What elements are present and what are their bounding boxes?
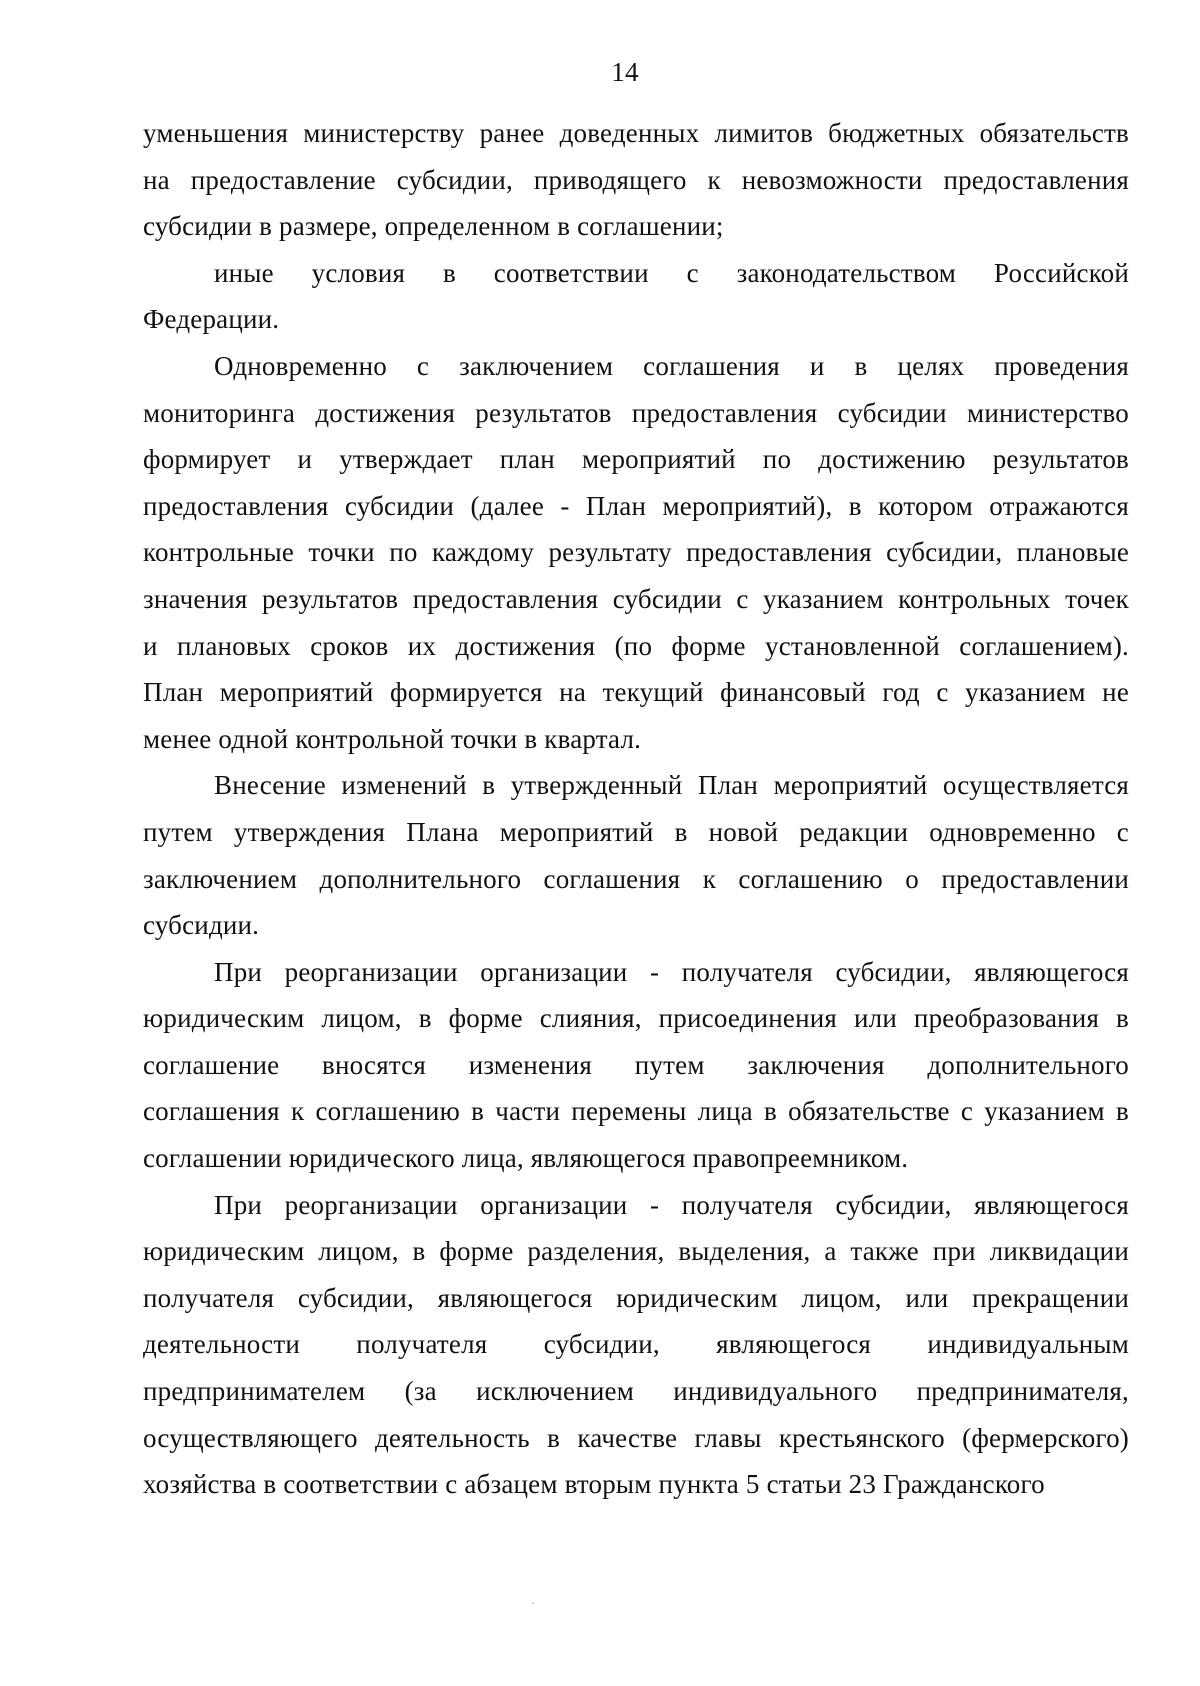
text-line: менее одной контрольной точки в квартал. (143, 723, 642, 754)
text-line: получателя субсидии, являющегося юридическим лицом, или прекращении (143, 1282, 1129, 1313)
text-line: соглашения к соглашению в части перемены лица в обязательстве с указанием в (143, 1096, 1129, 1127)
text-line: При реорганизации организации - получателя субсидии, являющегося (214, 1189, 1129, 1220)
text-line: предпринимателем (за исключением индивидуального предпринимателя, (143, 1376, 1129, 1407)
paragraph (143, 250, 1129, 343)
text-line: уменьшения министерству ранее доведенных лимитов бюджетных обязательств (143, 118, 1129, 148)
text-line: Внесение изменений в утвержденный План мероприятий осуществляется (214, 770, 1129, 801)
text-line: путем утверждения Плана мероприятий в новой редакции одновременно с (143, 816, 1129, 847)
text-line: хозяйства в соответствии с абзацем вторым пункта 5 статьи 23 Гражданского (143, 1469, 1045, 1500)
text-line: субсидии в размере, определенном в соглашении; (143, 211, 724, 242)
text-line: формирует и утверждает план мероприятий по достижению результатов (143, 444, 1129, 475)
paragraph (143, 343, 1129, 762)
text-line: Одновременно с заключением соглашения и в целях проведения (214, 350, 1129, 381)
paragraph (143, 110, 1129, 250)
text-line: и плановых сроков их достижения (по форме установленной соглашением). (143, 630, 1129, 661)
text-line: осуществляющего деятельность в качестве главы крестьянского (фермерского) (143, 1422, 1129, 1453)
text-line: предоставления субсидии (далее - План мероприятий), в котором отражаются (143, 490, 1129, 521)
text-line: соглашение вносятся изменения путем заключения дополнительного (143, 1049, 1129, 1080)
text-line: заключением дополнительного соглашения к соглашению о предоставлении (143, 863, 1129, 894)
text-line: на предоставление субсидии, приводящего к невозможности предоставления (143, 164, 1129, 195)
text-line: субсидии. (143, 910, 260, 941)
page-number: 14 (611, 57, 639, 87)
paragraph (143, 949, 1129, 1182)
paragraph (143, 762, 1129, 948)
text-line: Федерации. (143, 304, 280, 335)
text-line: значения результатов предоставления субсидии с указанием контрольных точек (143, 583, 1129, 614)
text-line: соглашении юридического лица, являющегося правопреемником. (143, 1143, 909, 1174)
text-line: юридическим лицом, в форме разделения, выделения, а также при ликвидации (143, 1236, 1129, 1267)
document-body (143, 110, 1129, 1508)
text-line: юридическим лицом, в форме слияния, присоединения или преобразования в (143, 1003, 1129, 1034)
paragraph (143, 1182, 1129, 1508)
text-line: иные условия в соответствии с законодательством Российской (214, 257, 1129, 288)
text-line: При реорганизации организации - получателя субсидии, являющегося (214, 956, 1129, 987)
text-line: План мероприятий формируется на текущий финансовый год с указанием не (143, 677, 1129, 708)
text-line: деятельности получателя субсидии, являющегося индивидуальным (143, 1329, 1129, 1360)
text-line: контрольные точки по каждому результату предоставления субсидии, плановые (143, 537, 1129, 568)
text-line: мониторинга достижения результатов предоставления субсидии министерство (143, 397, 1129, 428)
scan-speck (532, 1602, 534, 1604)
